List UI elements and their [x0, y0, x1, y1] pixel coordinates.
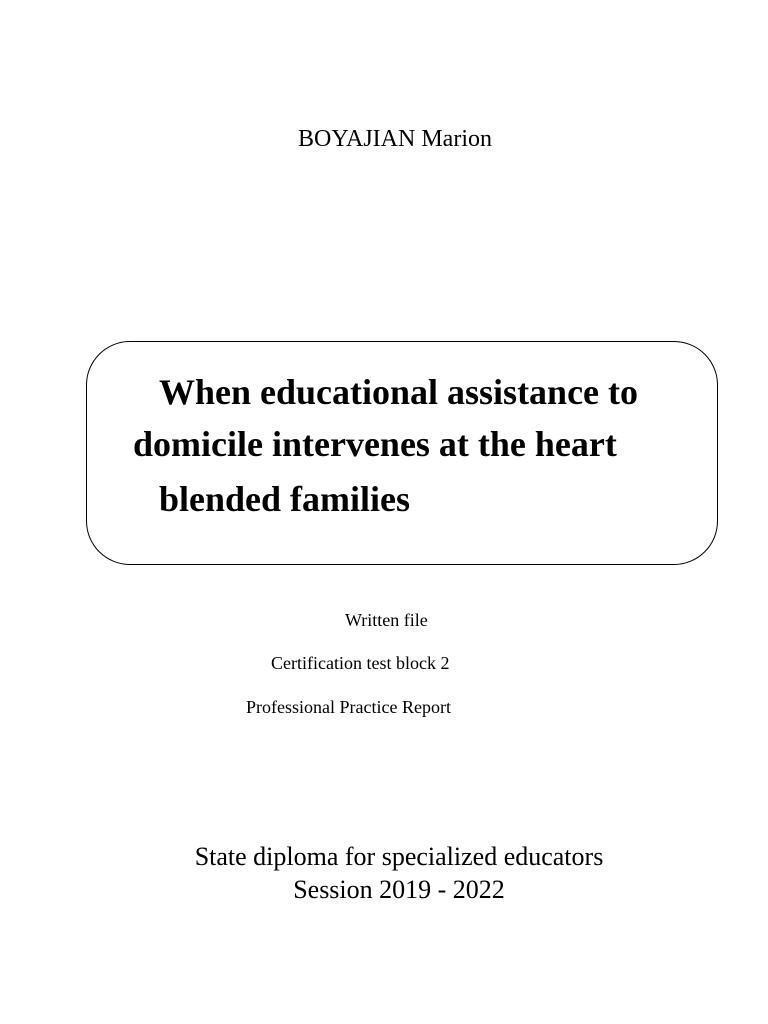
- title-box: [86, 341, 718, 565]
- diploma-session: Session 2019 - 2022: [293, 875, 505, 904]
- diploma-name: State diploma for specialized educators: [194, 842, 604, 871]
- title-line-1: When educational assistance to: [159, 372, 639, 412]
- author-name: BOYAJIAN Marion: [298, 126, 492, 152]
- title-line-2: domicile intervenes at the heart: [133, 424, 617, 464]
- title-line-3: blended families: [159, 479, 411, 519]
- detail-report-type: Professional Practice Report: [246, 697, 451, 717]
- detail-certification-block: Certification test block 2: [271, 653, 450, 673]
- detail-written-file: Written file: [345, 610, 428, 630]
